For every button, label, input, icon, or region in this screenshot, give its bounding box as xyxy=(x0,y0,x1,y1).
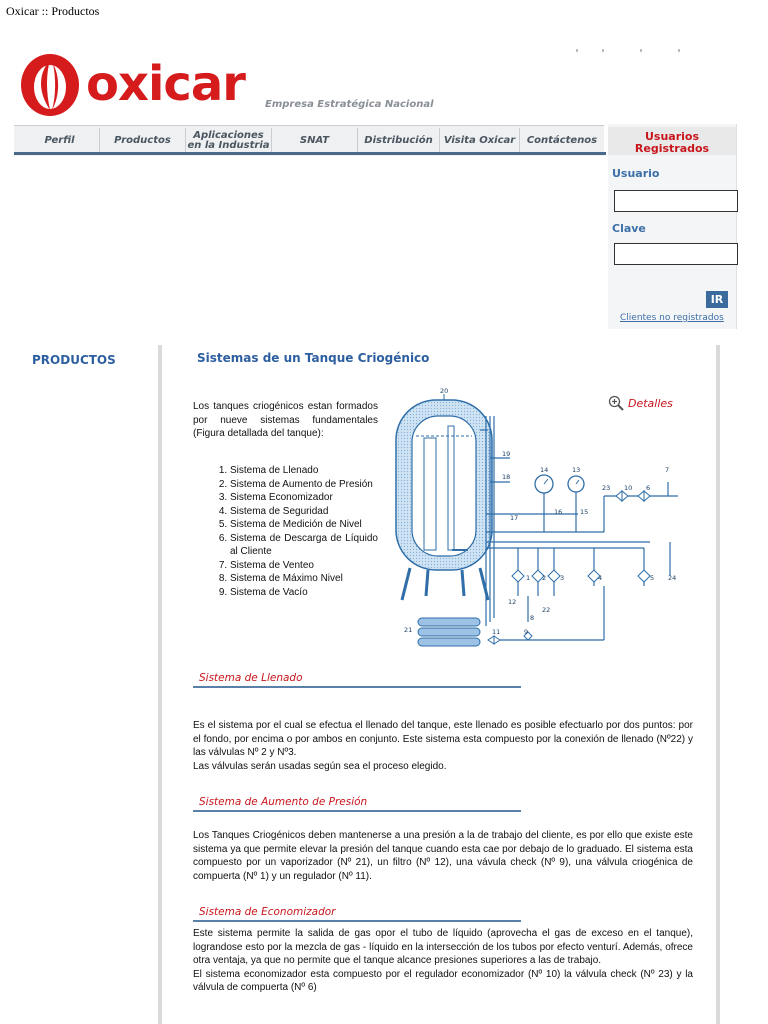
diagram-label: 13 xyxy=(572,466,581,474)
login-title: Usuarios Registrados xyxy=(608,127,736,155)
diagram-label: 6 xyxy=(646,484,651,492)
separator-dot xyxy=(576,49,578,52)
diagram-label: 18 xyxy=(502,473,511,481)
diagram-label: 14 xyxy=(540,466,549,474)
diagram-label: 10 xyxy=(624,484,633,492)
separator-dot xyxy=(678,49,680,52)
login-panel xyxy=(608,124,737,329)
separator-dot xyxy=(640,49,642,52)
cryogenic-tank-diagram xyxy=(388,386,688,648)
section-body-aumento-presion xyxy=(193,829,693,883)
section-heading-economizador: Sistema de Economizador xyxy=(193,906,521,922)
diagram-label: 20 xyxy=(440,387,449,395)
unregistered-clients-link[interactable]: Clientes no registrados xyxy=(620,313,724,323)
section-body-llenado xyxy=(193,719,693,773)
diagram-label: 8 xyxy=(530,614,535,622)
separator-dot xyxy=(602,49,604,52)
paragraph: El sistema economizador esta compuesto por el regulador economizador (Nº 10) la válvula check (Nº 23) y la válvula de compuerta (Nº 6) xyxy=(193,968,693,993)
nav-item-distribucion[interactable]: Distribución xyxy=(358,128,440,154)
section-heading-llenado: Sistema de Llenado xyxy=(193,672,521,688)
diagram-label: 23 xyxy=(602,484,611,492)
list-item: 2. Sistema de Aumento de Presión xyxy=(230,478,378,492)
login-submit-button[interactable]: IR xyxy=(706,291,728,308)
nav-item-contactenos[interactable]: Contáctenos xyxy=(526,135,598,146)
systems-list xyxy=(193,464,378,599)
diagram-label: 5 xyxy=(650,574,655,582)
list-item: 9. Sistema de Vacío xyxy=(230,586,378,600)
column-divider xyxy=(158,345,162,1024)
details-label: Detalles xyxy=(628,396,673,410)
paragraph: Las válvulas serán usadas según sea el proceso elegido. xyxy=(193,760,447,772)
diagram-label: 4 xyxy=(598,574,603,582)
diagram-label: 2 xyxy=(542,574,547,582)
nav-item-perfil[interactable]: Perfil xyxy=(20,128,100,154)
password-input[interactable] xyxy=(614,243,738,265)
nav-item-productos[interactable]: Productos xyxy=(100,128,186,154)
window-title: Oxicar :: Productos xyxy=(6,4,100,18)
list-item: 7. Sistema de Venteo xyxy=(230,559,378,573)
sidebar-title: PRODUCTOS xyxy=(32,353,116,367)
diagram-label: 15 xyxy=(580,508,589,516)
nav-item-snat[interactable]: SNAT xyxy=(272,128,358,154)
section-heading-aumento-presion: Sistema de Aumento de Presión xyxy=(193,796,521,812)
diagram-label: 9 xyxy=(524,628,529,636)
diagram-label: 7 xyxy=(665,466,670,474)
diagram-label: 17 xyxy=(510,514,519,522)
paragraph: Este sistema permite la salida de gas opor el tubo de líquido (aprovecha el gas de exceso en el tanque), lograndose esto por la mezcla de gas - líquido en la intersección de los tubos por efecto venturí. Además, ofrece otra ventaja, ya que no permite que el tanque alcance presiones superiores a las de trabajo. xyxy=(193,928,693,966)
list-item: 8. Sistema de Máximo Nivel xyxy=(230,572,378,586)
nav-item-aplicaciones[interactable]: Aplicaciones en la Industria xyxy=(186,128,272,154)
list-item: 1. Sistema de Llenado xyxy=(230,464,378,478)
brand-name: oxicar xyxy=(86,56,245,112)
username-input[interactable] xyxy=(614,190,738,212)
list-item: 6. Sistema de Descarga de Líquido al Cliente xyxy=(230,532,378,559)
diagram-label: 24 xyxy=(668,574,677,582)
nav-item-visita[interactable]: Visita Oxicar xyxy=(440,128,520,154)
list-item: 4. Sistema de Seguridad xyxy=(230,505,378,519)
diagram-label: 21 xyxy=(404,626,413,634)
list-item: 3. Sistema Economizador xyxy=(230,491,378,505)
section-body-economizador xyxy=(193,927,693,995)
diagram-label: 1 xyxy=(526,574,531,582)
brand-tagline: Empresa Estratégica Nacional xyxy=(265,99,434,110)
nav-underline xyxy=(14,152,606,155)
page-title: Sistemas de un Tanque Criogénico xyxy=(197,351,430,365)
password-label: Clave xyxy=(612,222,646,235)
diagram-label: 22 xyxy=(542,606,551,614)
diagram-label: 11 xyxy=(492,628,501,636)
diagram-label: 12 xyxy=(508,598,517,606)
paragraph: Los Tanques Criogénicos deben mantenerse a una presión a la de trabajo del cliente, es por ello que existe este sistema ya que permite elevar la presión del tanque cuando esta cae por debajo de lo graduado. El sistema esta compuesto por un vaporizador (Nº 21), un filtro (Nº 12), una vávula check (Nº 9), una válvula criogénica de compuerta (Nº 1) y un regulador (Nº 11). xyxy=(193,830,693,882)
diagram-label: 3 xyxy=(560,574,565,582)
username-label: Usuario xyxy=(612,167,660,180)
intro-text: Los tanques criogénicos estan formados por nueve sistemas fundamentales (Figura detallada del tanque): xyxy=(193,401,378,439)
oxicar-logo[interactable] xyxy=(20,52,260,120)
list-item: 5. Sistema de Medición de Nivel xyxy=(230,518,378,532)
diagram-label: 19 xyxy=(502,450,511,458)
diagram-label: 16 xyxy=(554,508,563,516)
paragraph: Es el sistema por el cual se efectua el llenado del tanque, este llenado es posible efectuarlo por dos puntos: por el fondo, por encima o por ambos en conjunto. Este sistema esta compuesto por la conexión de llenado (Nº22) y las válvulas Nº 2 y Nº3. xyxy=(193,720,693,758)
column-divider xyxy=(716,345,720,1024)
oxicar-logo-icon xyxy=(20,52,82,118)
